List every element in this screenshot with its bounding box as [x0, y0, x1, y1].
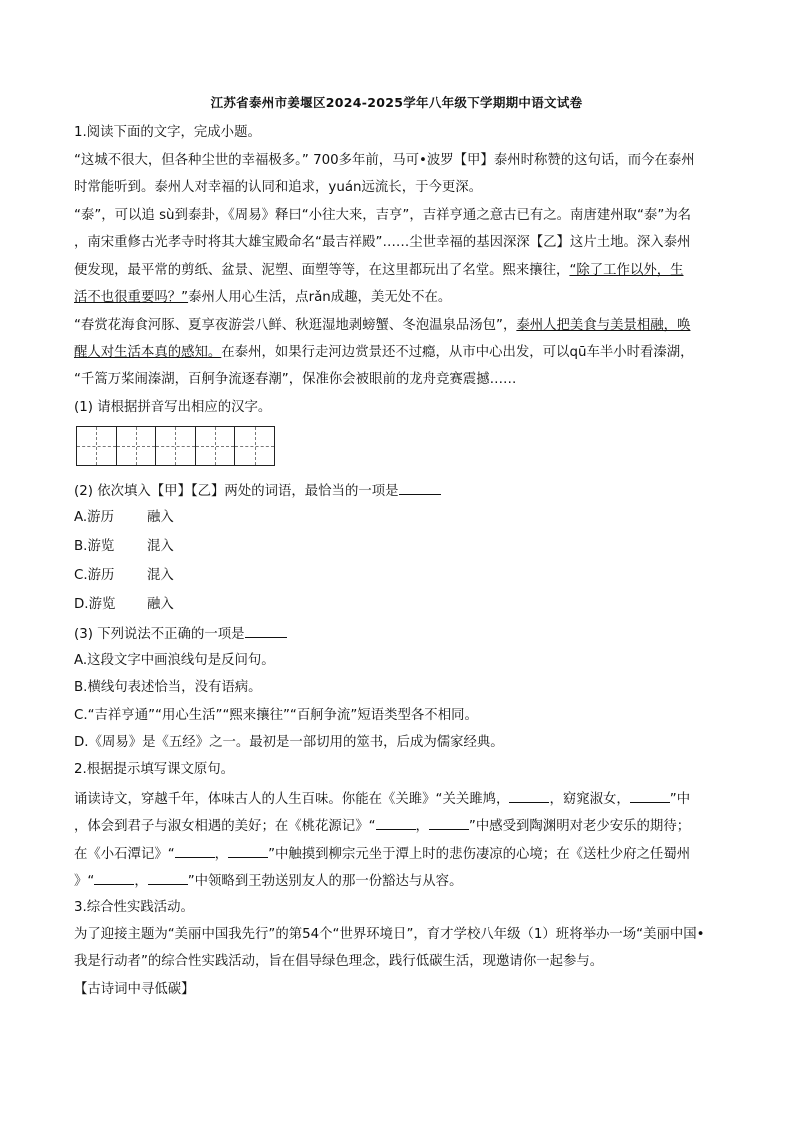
text-segment: 诵读诗文，穿越千年，体味古人的人生百味。你能在《关雎》“关关雎鸠， — [74, 792, 510, 807]
text-segment: 》“ — [74, 874, 95, 889]
character-writing-grid[interactable] — [76, 426, 275, 466]
option-d[interactable]: D.《周易》是《五经》之一。最初是一部切用的筮书，后成为儒家经典。 — [74, 735, 504, 750]
option-c[interactable] — [74, 566, 724, 586]
option-word: 融入 — [147, 510, 174, 525]
text-segment: ， — [415, 819, 429, 834]
option-label: D.游览 — [74, 597, 116, 612]
text-segment: 在《小石潭记》“ — [74, 847, 175, 862]
option-word: 融入 — [147, 597, 174, 612]
answer-blank[interactable] — [175, 843, 215, 858]
answer-blank[interactable] — [148, 870, 188, 885]
grid-cell[interactable] — [235, 427, 274, 465]
text-segment: ， — [214, 847, 229, 862]
q1-paragraph-2-line-1: “泰”，可以追 sù到泰卦，《周易》释曰“小往大来，吉亨”，吉祥亨通之意古已有之。南唐建州取“泰”为名 — [74, 208, 692, 223]
text-segment: ”中领略到王勃送别友人的那一份豁达与从容。 — [187, 874, 463, 889]
text-segment: ，窈窕淑女， — [549, 792, 630, 807]
question-text: (3) 下列说法不正确的一项是 — [74, 627, 245, 642]
q3-heading: 3.综合性实践活动。 — [74, 900, 194, 915]
option-d[interactable] — [74, 595, 724, 615]
q1-paragraph-3-line-2 — [74, 343, 724, 363]
q1-paragraph-1-line-2: 时常能听到。泰州人对幸福的认同和追求，yuán远流长，于今更深。 — [74, 180, 483, 195]
q3-section-heading: 【古诗词中寻低碳】 — [74, 982, 195, 997]
q1-heading: 1.阅读下面的文字，完成小题。 — [74, 125, 261, 140]
text-segment: ”中 — [669, 792, 691, 807]
q2-line-1 — [74, 788, 724, 810]
text-segment: 在泰州，如果行走河边赏景还不过瘾，从市中心出发，可以qū车半小时看溱湖， — [221, 345, 694, 360]
option-a[interactable]: A.这段文字中画浪线句是反问句。 — [74, 653, 275, 668]
underlined-sentence-end: 醒人对生活本真的感知。 — [74, 345, 222, 360]
wavy-underlined-sentence: “除了工作以外，生 — [569, 263, 684, 278]
q1-paragraph-1-line-1: “这城不很大，但各种尘世的幸福极多。” 700多年前，马可•波罗【甲】泰州时称赞的这句话，而今在泰州 — [74, 153, 695, 168]
q2-heading: 2.根据提示填写课文原句。 — [74, 762, 235, 777]
answer-blank[interactable] — [94, 870, 134, 885]
question-text: (2) 依次填入【甲】【乙】两处的词语，最恰当的一项是 — [74, 484, 399, 499]
option-a[interactable] — [74, 508, 724, 528]
answer-blank[interactable] — [399, 480, 441, 495]
option-word: 混入 — [147, 568, 174, 583]
option-label: B.游览 — [74, 539, 115, 554]
underlined-sentence: 泰州人把美食与美景相融，唤 — [516, 318, 691, 333]
q1-paragraph-2-line-3 — [74, 261, 724, 281]
q1-paragraph-3-line-3: “千篙万桨闹溱湖，百舸争流逐春潮”，保准你会被眼前的龙舟竞赛震撼…… — [74, 372, 517, 387]
text-segment: “春赏花海食河豚、夏享夜游尝八鲜、秋逛湿地剥螃蟹、冬泡温泉品汤包”， — [74, 318, 517, 333]
grid-cell[interactable] — [77, 427, 117, 465]
q1-paragraph-2-line-2: ，南宋重修古光孝寺时将其大雄宝殿命名“最吉祥殿”……尘世幸福的基因深深【乙】这片土地。深入泰州 — [74, 235, 691, 250]
option-b[interactable] — [74, 537, 724, 557]
option-label: A.游历 — [74, 510, 114, 525]
answer-blank[interactable] — [509, 788, 549, 803]
option-label: C.游历 — [74, 568, 115, 583]
q1-sub-question-2 — [74, 480, 724, 502]
text-segment: ”中感受到陶渊明对老少安乐的期待； — [468, 819, 691, 834]
text-segment: ， — [134, 874, 148, 889]
text-segment: 便发现，最平常的剪纸、盆景、泥塑、面塑等等，在这里都玩出了名堂。熙来攘往， — [74, 263, 570, 278]
grid-cell[interactable] — [156, 427, 196, 465]
text-segment: ”中触摸到柳宗元坐于潭上时的悲伤凄凉的心境；在《送杜少府之任蜀州 — [268, 847, 691, 862]
wavy-underlined-sentence-end: 活不也很重要吗？” — [74, 290, 189, 305]
text-segment: 泰州人用心生活，点rǎn成趣，美无处不在。 — [188, 290, 452, 305]
grid-cell[interactable] — [117, 427, 157, 465]
q3-line-1: 为了迎接主题为“美丽中国我先行”的第54个“世界环境日”，育才学校八年级（1）班将举办一场“美丽中国• — [74, 927, 705, 942]
answer-blank[interactable] — [228, 843, 268, 858]
answer-blank[interactable] — [376, 815, 416, 830]
q1-sub-question-1: (1) 请根据拼音写出相应的汉字。 — [74, 400, 272, 415]
q2-line-3 — [74, 843, 724, 865]
q2-line-4 — [74, 870, 724, 892]
grid-cell[interactable] — [196, 427, 236, 465]
answer-blank[interactable] — [245, 623, 287, 638]
answer-blank[interactable] — [429, 815, 469, 830]
option-word: 混入 — [147, 539, 174, 554]
answer-blank[interactable] — [630, 788, 670, 803]
q1-sub-question-3 — [74, 623, 724, 645]
option-c[interactable]: C.“吉祥亨通”“用心生活”“熙来攘往”“百舸争流”短语类型各不相同。 — [74, 708, 478, 723]
option-b[interactable]: B.横线句表述恰当，没有语病。 — [74, 680, 262, 695]
exam-title: 江苏省泰州市姜堰区2024-2025学年八年级下学期期中语文试卷 — [210, 95, 583, 110]
q2-line-2 — [74, 815, 724, 837]
q1-paragraph-2-line-4 — [74, 288, 724, 308]
q3-line-2: 我是行动者”的综合性实践活动，旨在倡导绿色理念，践行低碳生活，现邀请你一起参与。 — [74, 954, 604, 969]
q1-paragraph-3-line-1 — [74, 316, 724, 336]
text-segment: ，体会到君子与淑女相遇的美好；在《桃花源记》“ — [74, 819, 376, 834]
